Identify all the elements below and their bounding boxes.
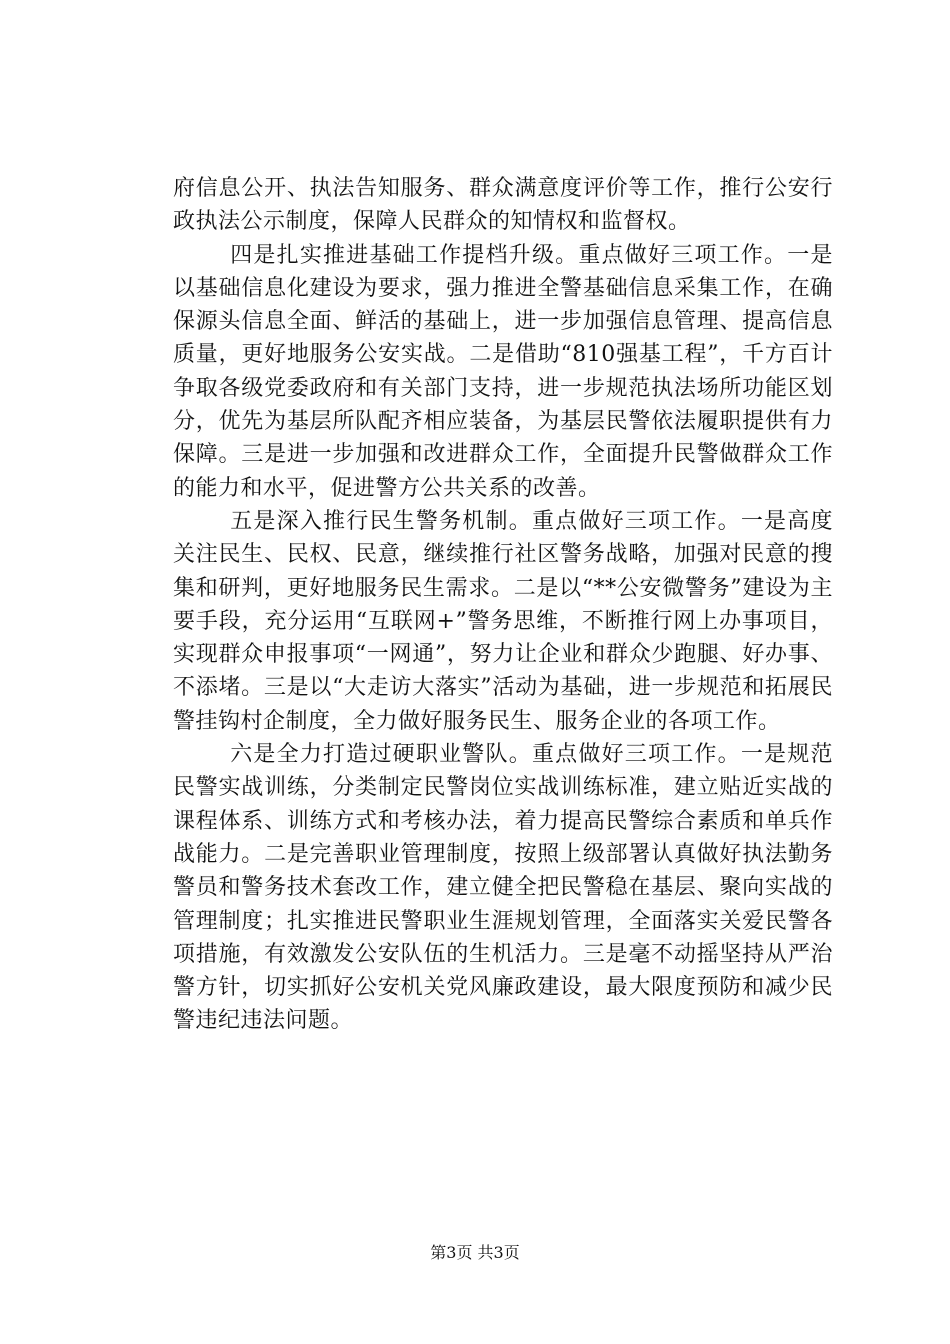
page-footer: 第3页 共3页 — [430, 1243, 520, 1262]
paragraph-five: 五是深入推行民生警务机制。重点做好三项工作。一是高度关注民生、民权、民意，继续推行社区警务战略，加强对民意的搜集和研判，更好地服务民生需求。二是以“**公安微警务”建设为主要手段，充分运用“互联网+”警务思维，不断推行网上办事项目，实现群众申报事项“一网通”，努力让企业和群众少跑腿、好办事、不添堵。三是以“大走访大落实”活动为基础，进一步规范和拓展民警挂钩村企制度，全力做好服务民生、服务企业的各项工作。 — [173, 508, 833, 734]
document-body — [173, 172, 833, 1038]
paragraph-six: 六是全力打造过硬职业警队。重点做好三项工作。一是规范民警实战训练，分类制定民警岗位实战训练标准，建立贴近实战的课程体系、训练方式和考核办法，着力提高民警综合素质和单兵作战能力。二是完善职业管理制度，按照上级部署认真做好执法勤务警员和警务技术套改工作，建立健全把民警稳在基层、聚向实战的管理制度；扎实推进民警职业生涯规划管理，全面落实关爱民警各项措施，有效激发公安队伍的生机活力。三是毫不动摇坚持从严治警方针，切实抓好公安机关党风廉政建设，最大限度预防和减少民警违纪违法问题。 — [173, 742, 833, 1034]
paragraph-continuation: 府信息公开、执法告知服务、群众满意度评价等工作，推行公安行政执法公示制度，保障人民群众的知情权和监督权。 — [173, 176, 833, 235]
paragraph-four: 四是扎实推进基础工作提档升级。重点做好三项工作。一是以基础信息化建设为要求，强力推进全警基础信息采集工作，在确保源头信息全面、鲜活的基础上，进一步加强信息管理、提高信息质量，更好地服务公安实战。二是借助“810强基工程”，千方百计争取各级党委政府和有关部门支持，进一步规范执法场所功能区划分，优先为基层所队配齐相应装备，为基层民警依法履职提供有力保障。三是进一步加强和改进群众工作，全面提升民警做群众工作的能力和水平，促进警方公共关系的改善。 — [173, 242, 833, 501]
